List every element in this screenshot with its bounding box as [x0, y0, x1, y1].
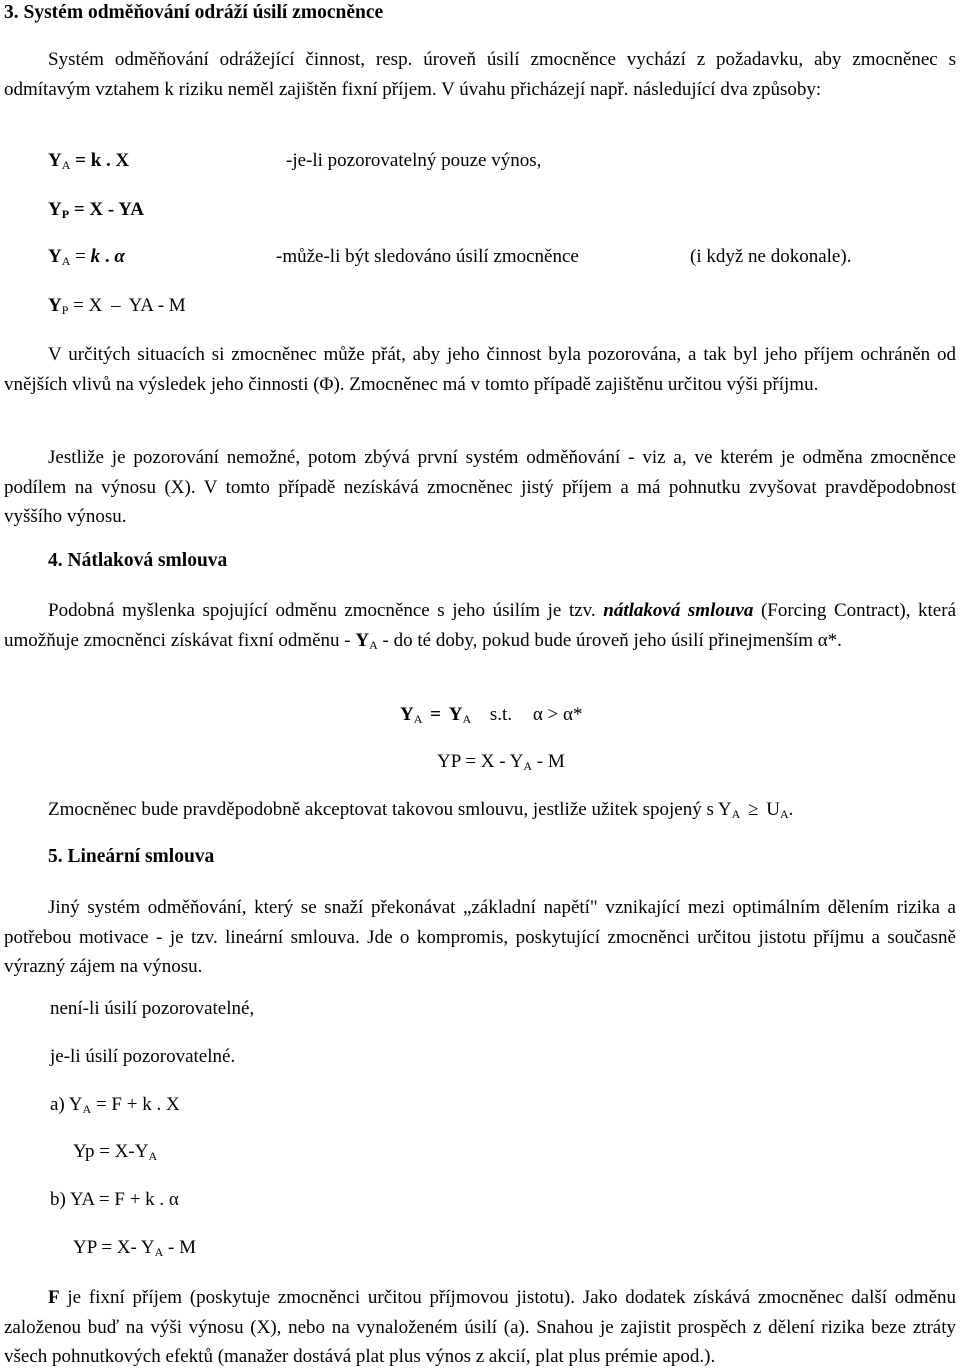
formula-b: b) YA = F + k . α — [50, 1189, 179, 1210]
formula-ya-k-alpha: $Y_A = k$ . α — [48, 246, 125, 268]
section-5-paragraph-1: Jiný systém odměňování, který se snaží překonávat „základní napětí" vznikající mezi optimálním dělením rizika a potřebou motivace - je tzv. lineární smlouva. Jde o kompromis, poskytující zmocněnci určitou jistotu příjmu a současně výrazný zájem na výnosu. — [4, 897, 956, 977]
section-3-paragraph-3: Jestliže je pozorování nemožné, potom zbývá první systém odměňování - viz a, ve kterém je odměna zmocněnce podílem na výnosu (X). V tomto případě nezískává zmocněnec jistý příjem a má pohnutku zvyšovat pravděpodobnost vyššího výnosu. — [4, 447, 956, 527]
section-4-paragraph-1: Podobná myšlenka spojující odměnu zmocněnce s jeho úsilím je tzv. nátlaková smlouva (Forcing Contract), která umožňuje zmocněnci získávat fixní odměnu - $Y_A$ - do té doby, pokud bude úroveň jeho úsilí přinejmenším α*. — [4, 600, 956, 652]
section-3-heading: 3. Systém odměňování odráží úsilí zmocněnce — [4, 2, 384, 23]
formula-yp-x-ya-m: $Y_P = X$ – YA - M — [48, 295, 186, 317]
formula-yp-x-ya: $Y_P = X$ - YA — [48, 199, 144, 221]
section-5-heading: 5. Lineární smlouva — [48, 846, 215, 867]
line-observable: je-li úsilí pozorovatelné. — [50, 1046, 236, 1067]
formula-ya-k-alpha-note2: (i když ne dokonale). — [690, 246, 852, 267]
equation-ya-equals-ya: $Y_A = Y_A$ s.t. α > α* — [400, 704, 583, 726]
formula-b-yp: YP = X- $Y_A$ - M — [73, 1237, 197, 1259]
formula-ya-kx: $Y_A = k$ . X — [48, 150, 130, 172]
section-4-paragraph-2: Zmocněnec bude pravděpodobně akceptovat takovou smlouvu, jestliže užitek spojený s $Y_A \ge U_A$. — [48, 799, 794, 821]
section-3-paragraph-2: V určitých situacích si zmocněnec může přát, aby jeho činnost byla pozorována, a tak byl jeho příjem ochráněn od vnějších vlivů na výsledek jeho činnosti (Φ). Zmocněnec má v tomto případě zajištěnu určitou výši příjmu. — [4, 344, 956, 395]
formula-a-yp: $Yp = X-Y_A$ — [73, 1141, 158, 1163]
line-not-observable: není-li úsilí pozorovatelné, — [50, 998, 255, 1019]
section-5-final-paragraph: F je fixní příjem (poskytuje zmocněnci určitou příjmovou jistotu). Jako dodatek získává zmocněnec další odměnu založenou buď na výši výnosu (X), nebo na vynaloženém úsilí (a). Snahou je zajistit prospěch z dělení rizika beze ztráty všech pohnutkových efektů (manažer dostává plat plus výnos z akcií, plat plus prémie apod.). — [4, 1287, 957, 1367]
formula-ya-kx-note: -je-li pozorovatelný pouze výnos, — [286, 150, 542, 171]
formula-a: a) $Y_A = F + k$ . X — [50, 1094, 180, 1116]
section-4-heading: 4. Nátlaková smlouva — [48, 550, 228, 571]
section-3-intro-paragraph: Systém odměňování odrážející činnost, resp. úroveň úsilí zmocněnce vychází z požadavku, aby zmocněnec s odmítavým vztahem k riziku neměl zajištěn fixní příjem. V úvahu přicházejí např. následující dva způsoby: — [4, 49, 956, 100]
formula-ya-k-alpha-note: -může-li být sledováno úsilí zmocněnce — [276, 246, 579, 267]
equation-yp: YP = X - $Y_A$ - M — [437, 751, 565, 773]
